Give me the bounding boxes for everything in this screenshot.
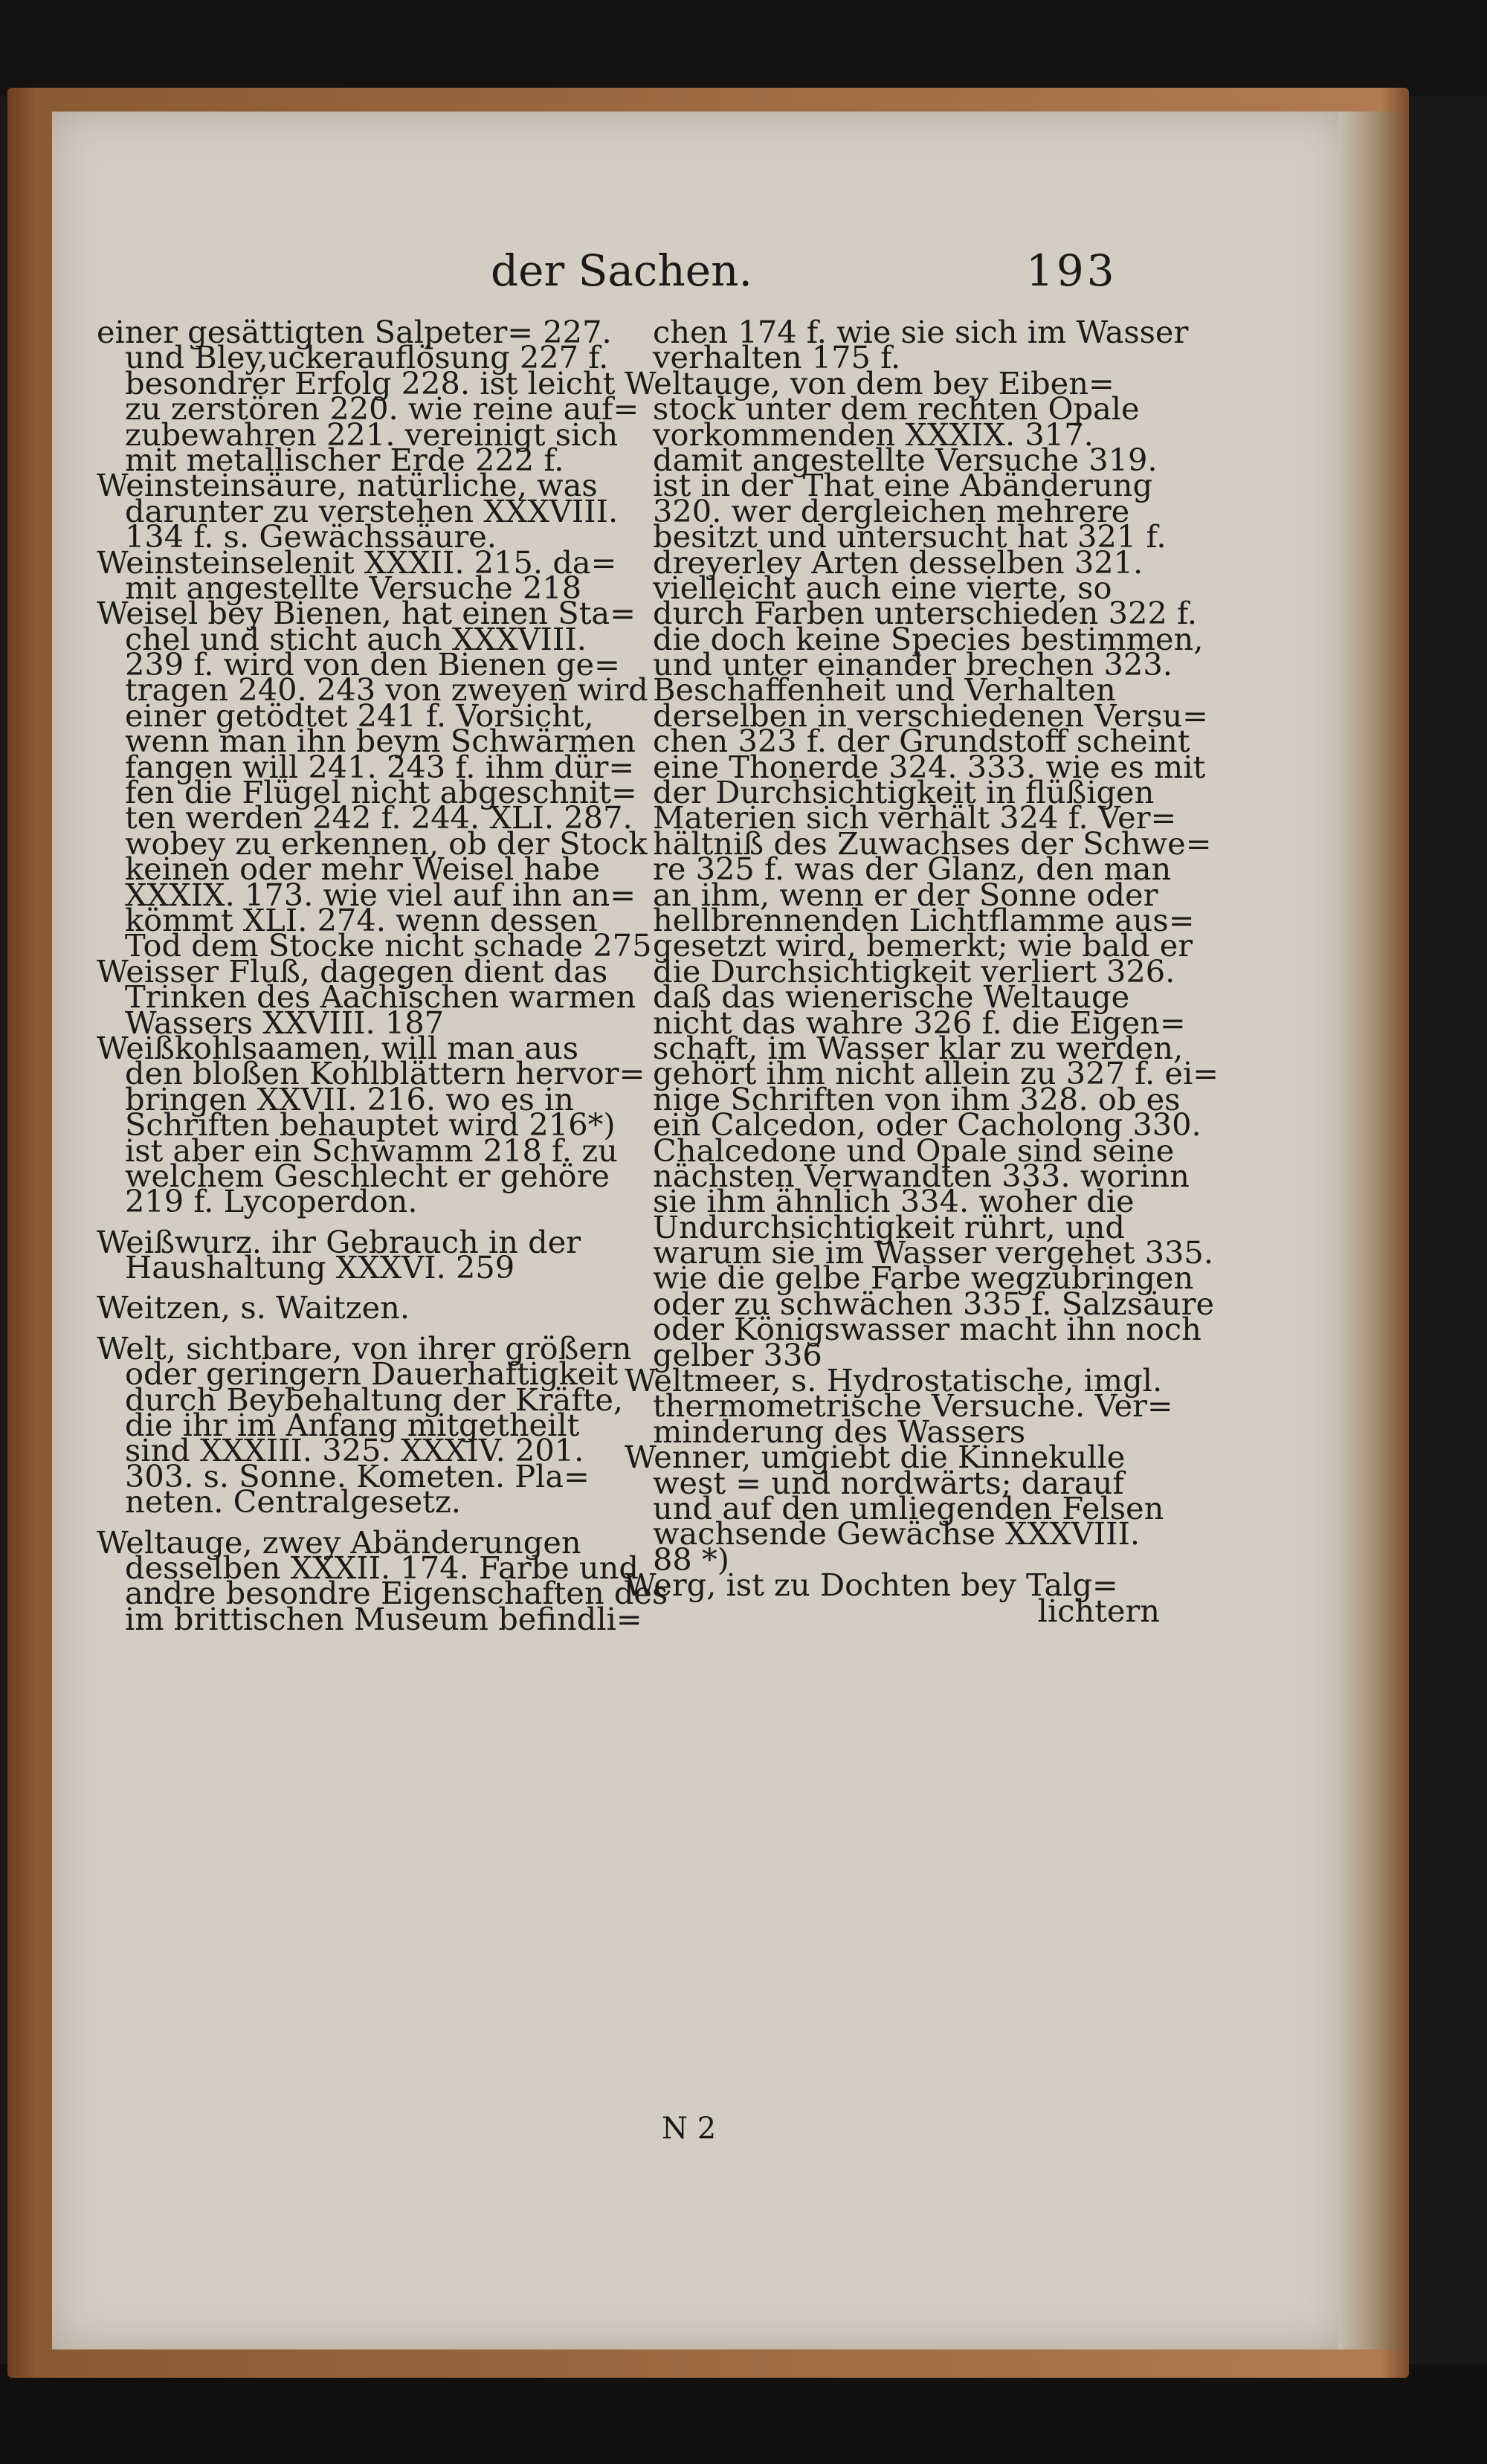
- background-bottom: [0, 2364, 1487, 2464]
- index-entry-line: im brittischen Museum befindli=: [125, 1600, 642, 1637]
- index-entry-line: mit metallischer Erde 222 f.: [125, 441, 564, 478]
- index-entry-line: Tod dem Stocke nicht schade 275: [125, 927, 652, 964]
- index-entry-line: sind XXXIII. 325. XXXIV. 201.: [125, 1432, 584, 1469]
- index-entry-line: wachsende Gewächse XXXVIII.: [653, 1515, 1141, 1552]
- index-entry-line: die doch keine Species bestimmen,: [653, 620, 1204, 657]
- index-entry-line: derselben in verschiedenen Versu=: [653, 697, 1208, 734]
- index-entry-line: tragen 240. 243 von zweyen wird: [125, 671, 648, 709]
- index-entry-line: 303. s. Sonne. Kometen. Pla=: [125, 1457, 590, 1494]
- index-column-right: [625, 314, 1219, 1629]
- index-entry-line: 239 f. wird von den Bienen ge=: [125, 646, 620, 683]
- index-entry-line: desselben XXXII. 174. Farbe und: [125, 1549, 639, 1586]
- index-entry-line: 219 f. Lycoperdon.: [125, 1183, 418, 1220]
- index-entry-line: eine Thonerde 324. 333. wie es mit: [653, 748, 1206, 785]
- index-entry-line: vielleicht auch eine vierte, so: [653, 569, 1112, 606]
- index-entry-line: Trinken des Aachischen warmen: [125, 978, 636, 1016]
- index-entry-line: dreyerley Arten desselben 321.: [653, 544, 1144, 581]
- index-entry-line: andre besondre Eigenschaften des: [125, 1575, 668, 1612]
- index-entry-line: an ihm, wenn er der Sonne oder: [653, 876, 1158, 913]
- index-entry-headword-line: Weitzen, s. Waitzen.: [97, 1289, 410, 1326]
- index-entry-line: hellbrennenden Lichtflamme aus=: [653, 901, 1195, 938]
- index-entry-headword-line: Weltauge, von dem bey Eiben=: [625, 364, 1115, 401]
- index-entry-line: hältniß des Zuwachses der Schwe=: [653, 825, 1212, 862]
- index-entry-line: oder zu schwächen 335 f. Salzsäure: [653, 1285, 1215, 1322]
- index-entry-line: gelber 336: [653, 1336, 822, 1373]
- index-entry-line: damit angestellte Versuche 319.: [653, 441, 1158, 478]
- index-entry-line: fangen will 241. 243 f. ihm dür=: [125, 748, 635, 785]
- index-entry-line: Beschaffenheit und Verhalten: [653, 671, 1116, 709]
- index-entry-line: wobey zu erkennen, ob der Stock: [125, 825, 648, 862]
- index-entry-line: stock unter dem rechten Opale: [653, 390, 1140, 428]
- index-entry-line: nige Schriften von ihm 328. ob es: [653, 1080, 1181, 1117]
- signature-mark: N 2: [662, 2112, 717, 2146]
- background-top: [0, 0, 1487, 97]
- page-header: [0, 245, 1487, 305]
- index-entry-line: XXXIX. 173. wie viel auf ihn an=: [125, 876, 636, 913]
- index-entry-line: bringen XXVII. 216. wo es in: [125, 1080, 575, 1117]
- index-entry-line: Chalcedone und Opale sind seine: [653, 1132, 1175, 1169]
- index-entry-line: keinen oder mehr Weisel habe: [125, 851, 601, 888]
- index-entry-line: einer getödtet 241 f. Vorsicht,: [125, 697, 594, 734]
- index-entry-line: ist aber ein Schwamm 218 f. zu: [125, 1132, 618, 1169]
- index-entry-line: ist in der That eine Abänderung: [653, 467, 1153, 504]
- index-entry-headword-line: Werg, ist zu Dochten bey Talg=: [625, 1567, 1118, 1604]
- index-entry-line: minderung des Wassers: [653, 1413, 1026, 1450]
- index-entry-line: welchem Geschlecht er gehöre: [125, 1157, 610, 1194]
- index-entry-headword-line: Weisser Fluß, dagegen dient das: [97, 952, 608, 990]
- index-entry-line: zu zerstören 220. wie reine auf=: [125, 390, 639, 428]
- index-entry-line: gesetzt wird, bemerkt; wie bald er: [653, 927, 1193, 964]
- index-entry-line: fen die Flügel nicht abgeschnit=: [125, 774, 637, 811]
- index-entry-line: darunter zu verstehen XXXVIII.: [125, 492, 619, 529]
- index-entry-line: wie die gelbe Farbe wegzubringen: [653, 1260, 1194, 1297]
- index-entry-line: daß das wienerische Weltauge: [653, 978, 1130, 1016]
- index-entry-line: chen 174 f. wie sie sich im Wasser: [653, 314, 1189, 350]
- index-entry-line: und Bley,uckerauflösung 227 f.: [125, 339, 609, 376]
- index-entry-line: 134 f. s. Gewächssäure.: [125, 518, 497, 555]
- running-head: der Sachen.: [491, 245, 752, 296]
- index-entry-line: oder Königswasser macht ihn noch: [653, 1311, 1201, 1348]
- index-entry-line: den bloßen Kohlblättern hervor=: [125, 1055, 645, 1092]
- index-entry-line: der Durchsichtigkeit in flüßigen: [653, 774, 1155, 811]
- index-entry-headword-line: Welt, sichtbare, von ihrer größern: [97, 1329, 632, 1367]
- index-entry-headword-line: Weltauge, zwey Abänderungen: [97, 1523, 581, 1561]
- index-entry-line: ten werden 242 f. 244. XLI. 287.: [125, 799, 633, 836]
- index-entry-headword-line: Weltmeer, s. Hydrostatische, imgl.: [625, 1362, 1163, 1399]
- index-entry-line: Materien sich verhält 324 f. Ver=: [653, 799, 1177, 836]
- index-entry-line: schaft, im Wasser klar zu werden,: [653, 1029, 1184, 1066]
- index-entry-line: chel und sticht auch XXXVIII.: [125, 620, 587, 657]
- index-entry-line: mit angestellte Versuche 218: [125, 569, 582, 606]
- page-number: 193: [1026, 245, 1117, 296]
- index-entry-line: nächsten Verwandten 333. worinn: [653, 1157, 1190, 1194]
- index-entry-headword-line: Weißwurz. ihr Gebrauch in der: [97, 1223, 581, 1260]
- index-entry-headword-line: Wenner, umgiebt die Kinnekulle: [625, 1439, 1126, 1476]
- index-entry-line: kömmt XLI. 274. wenn dessen: [125, 901, 598, 938]
- catchword: lichtern: [1037, 1592, 1160, 1629]
- index-entry-line: Schriften behauptet wird 216*): [125, 1106, 616, 1144]
- index-entry-line: ein Calcedon, oder Cacholong 330.: [653, 1106, 1201, 1144]
- index-entry-line: oder geringern Dauerhaftigkeit: [125, 1355, 619, 1393]
- index-entry-headword-line: einer gesättigten Salpeter= 227.: [97, 314, 612, 350]
- index-entry-line: thermometrische Versuche. Ver=: [653, 1387, 1173, 1425]
- index-entry-line: und unter einander brechen 323.: [653, 646, 1172, 683]
- index-entry-line: verhalten 175 f.: [653, 339, 901, 376]
- index-entry-line: warum sie im Wasser vergehet 335.: [653, 1234, 1214, 1271]
- index-entry-line: die Durchsichtigkeit verliert 326.: [653, 952, 1175, 990]
- index-entry-line: nicht das wahre 326 f. die Eigen=: [653, 1004, 1186, 1041]
- index-entry-line: chen 323 f. der Grundstoff scheint: [653, 723, 1190, 760]
- index-entry-line: zubewahren 221. vereinigt sich: [125, 416, 619, 453]
- index-entry-line: vorkommenden XXXIX. 317.: [653, 416, 1094, 453]
- index-entry-line: durch Beybehaltung der Kräfte,: [125, 1381, 624, 1418]
- index-entry-line: Haushaltung XXXVI. 259: [125, 1249, 515, 1286]
- index-entry-line: Wassers XXVIII. 187: [125, 1004, 445, 1041]
- index-entry-headword-line: Weißkohlsaamen, will man aus: [97, 1029, 579, 1066]
- index-entry-line: west = und nordwärts; darauf: [653, 1464, 1124, 1501]
- index-entry-line: 320. wer dergleichen mehrere: [653, 492, 1130, 529]
- index-entry-line: wenn man ihn beym Schwärmen: [125, 723, 636, 760]
- index-column-left: [97, 314, 668, 1637]
- index-entry-headword-line: Weinsteinselenit XXXII. 215. da=: [97, 544, 617, 581]
- index-entry-line: neten. Centralgesetz.: [125, 1483, 461, 1520]
- page-gutter: [1338, 112, 1405, 2349]
- index-entry-line: gehört ihm nicht allein zu 327 f. ei=: [653, 1055, 1219, 1092]
- index-entry-line: besondrer Erfolg 228. ist leicht: [125, 364, 616, 401]
- index-entry-line: re 325 f. was der Glanz, den man: [653, 851, 1172, 888]
- index-entry-headword-line: Weinsteinsäure, natürliche, was: [97, 467, 598, 504]
- index-entry-line: sie ihm ähnlich 334. woher die: [653, 1183, 1135, 1220]
- index-entry-line: Undurchsichtigkeit rührt, und: [653, 1208, 1125, 1245]
- index-entry-line: und auf den umliegenden Felsen: [653, 1489, 1164, 1526]
- index-entry-line: die ihr im Anfang mitgetheilt: [125, 1407, 580, 1444]
- index-entry-line: 88 *): [653, 1541, 729, 1578]
- index-entry-line: durch Farben unterschieden 322 f.: [653, 595, 1198, 632]
- index-entry-line: besitzt und untersucht hat 321 f.: [653, 518, 1167, 555]
- index-entry-headword-line: Weisel bey Bienen, hat einen Sta=: [97, 595, 636, 632]
